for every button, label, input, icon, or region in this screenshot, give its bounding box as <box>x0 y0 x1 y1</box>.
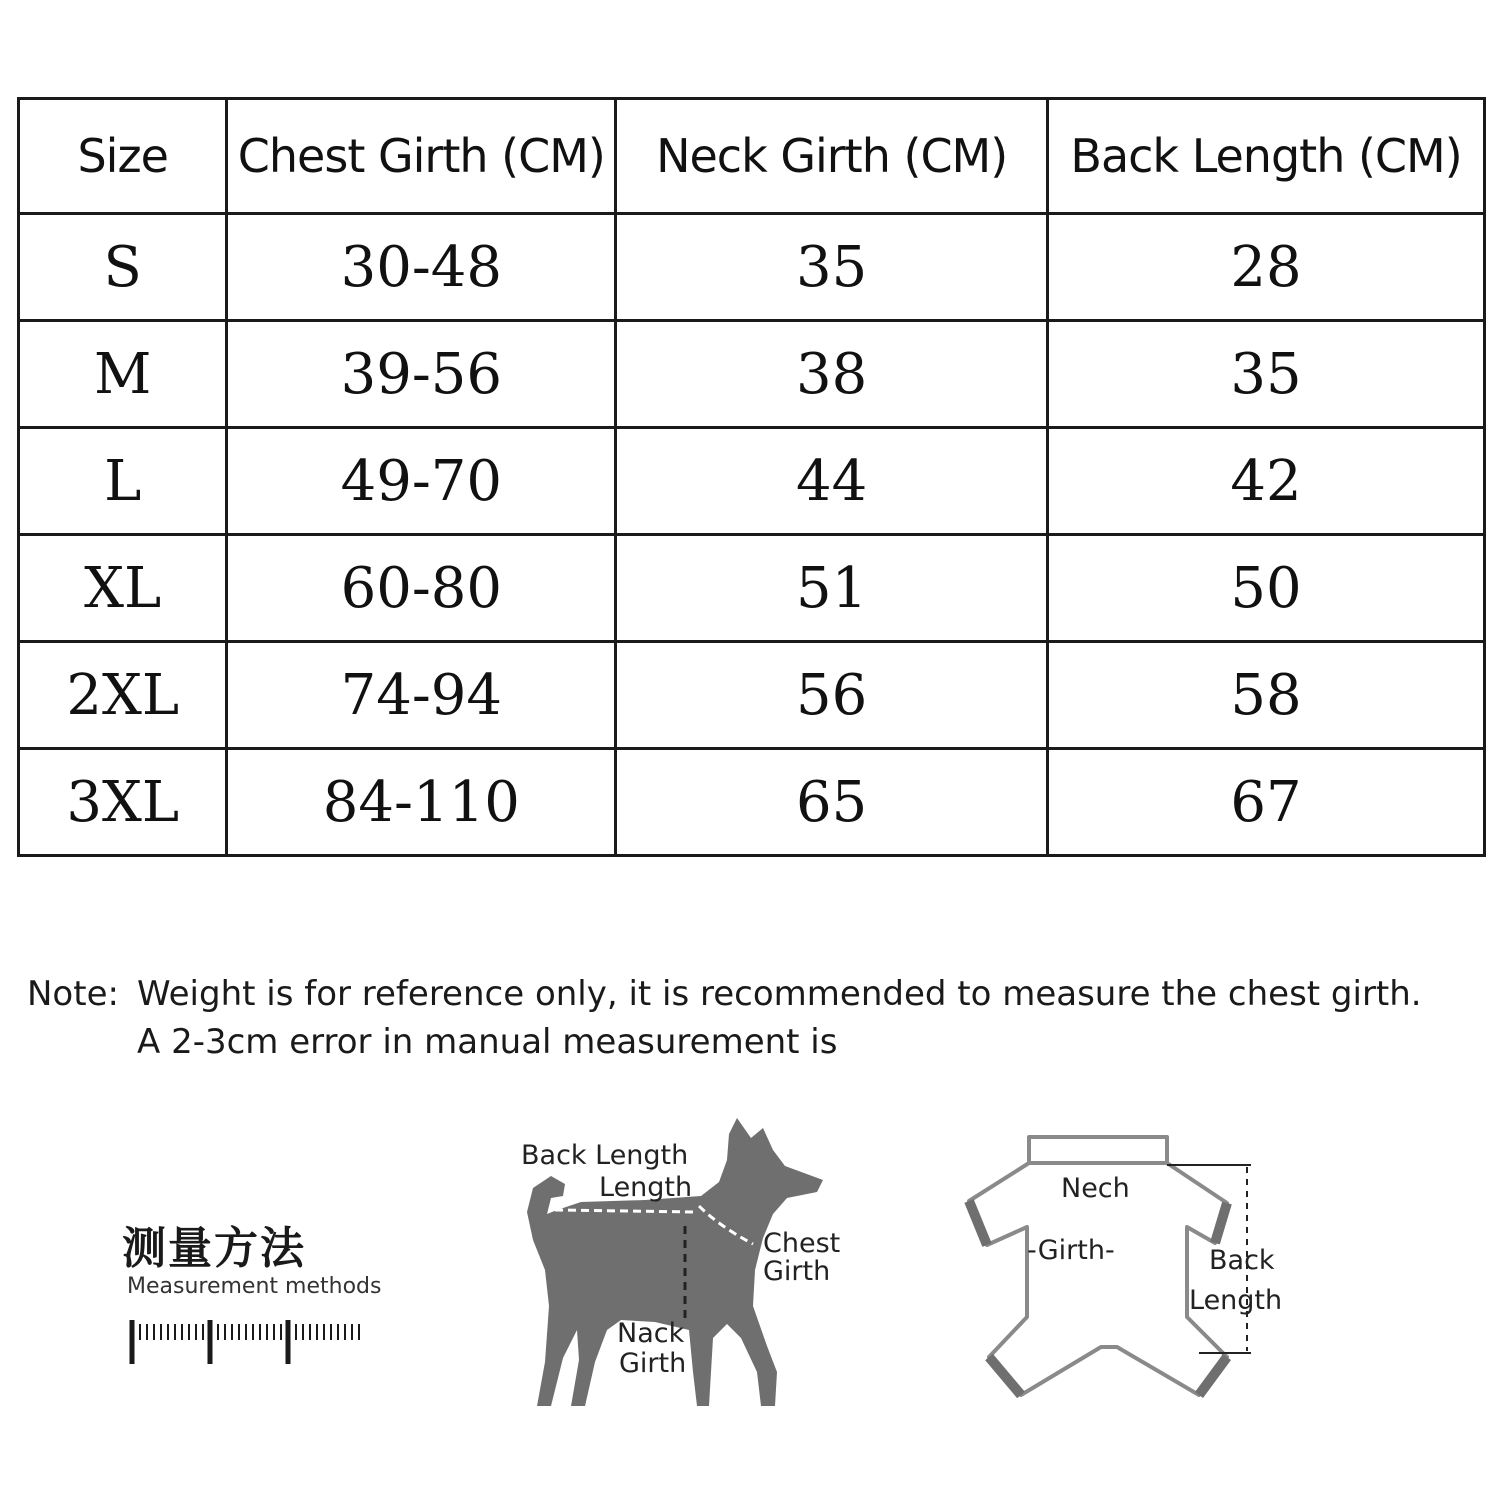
header-back-length: Back Length (CM) <box>1048 99 1485 214</box>
note-line-2: A 2-3cm error in manual measurement is <box>137 1022 838 1062</box>
garment-neck-label: Nech <box>1061 1173 1130 1204</box>
table-row <box>19 749 1485 856</box>
cell-neck-girth: 56 <box>616 642 1048 749</box>
table-row <box>19 321 1485 428</box>
dog-neck-label-1: Nack <box>617 1318 685 1349</box>
header-neck-girth: Neck Girth (CM) <box>616 99 1048 214</box>
dog-chest-label-1: Chest <box>763 1228 841 1259</box>
cell-back-length: 58 <box>1048 642 1485 749</box>
table-row <box>19 642 1485 749</box>
note-label: Note: <box>27 974 119 1014</box>
garment-measurement-diagram <box>955 1125 1283 1415</box>
table-row <box>19 214 1485 321</box>
cell-chest-girth: 39-56 <box>227 321 616 428</box>
cell-back-length: 42 <box>1048 428 1485 535</box>
cell-chest-girth: 74-94 <box>227 642 616 749</box>
cell-back-length: 67 <box>1048 749 1485 856</box>
cell-neck-girth: 38 <box>616 321 1048 428</box>
dog-neck-label-2: Girth <box>619 1348 687 1379</box>
note-text <box>27 970 1422 1066</box>
cell-chest-girth: 84-110 <box>227 749 616 856</box>
note-line-1-text: Weight is for reference only, it is recommended to measure the chest girth. <box>137 974 1422 1014</box>
dog-measurement-diagram <box>505 1110 865 1420</box>
header-size: Size <box>19 99 227 214</box>
table-header-row <box>19 99 1485 214</box>
cell-back-length: 35 <box>1048 321 1485 428</box>
cell-back-length: 50 <box>1048 535 1485 642</box>
cell-chest-girth: 60-80 <box>227 535 616 642</box>
dog-back-length-label-2: Length <box>599 1172 693 1203</box>
garment-back-label-2: Length <box>1189 1285 1283 1316</box>
cell-neck-girth: 65 <box>616 749 1048 856</box>
header-chest-girth: Chest Girth (CM) <box>227 99 616 214</box>
garment-back-label-1: Back <box>1209 1245 1275 1276</box>
garment-girth-label: -Girth- <box>1027 1235 1115 1266</box>
dog-back-length-label-1: Back Length <box>521 1140 689 1171</box>
cell-chest-girth: 49-70 <box>227 428 616 535</box>
cell-chest-girth: 30-48 <box>227 214 616 321</box>
size-chart-table <box>17 97 1486 857</box>
cell-size: M <box>19 321 227 428</box>
cell-size: L <box>19 428 227 535</box>
cell-back-length: 28 <box>1048 214 1485 321</box>
cell-neck-girth: 35 <box>616 214 1048 321</box>
dog-chest-label-2: Girth <box>763 1256 831 1287</box>
cell-size: S <box>19 214 227 321</box>
cell-neck-girth: 44 <box>616 428 1048 535</box>
ruler-icon <box>122 1318 372 1368</box>
cell-size: 3XL <box>19 749 227 856</box>
table-row <box>19 535 1485 642</box>
cell-neck-girth: 51 <box>616 535 1048 642</box>
cell-size: 2XL <box>19 642 227 749</box>
cell-size: XL <box>19 535 227 642</box>
method-subtitle: Measurement methods <box>127 1274 382 1299</box>
note-line-1 <box>27 970 1422 1018</box>
table-row <box>19 428 1485 535</box>
method-title-cn: 测量方法 <box>122 1223 306 1274</box>
